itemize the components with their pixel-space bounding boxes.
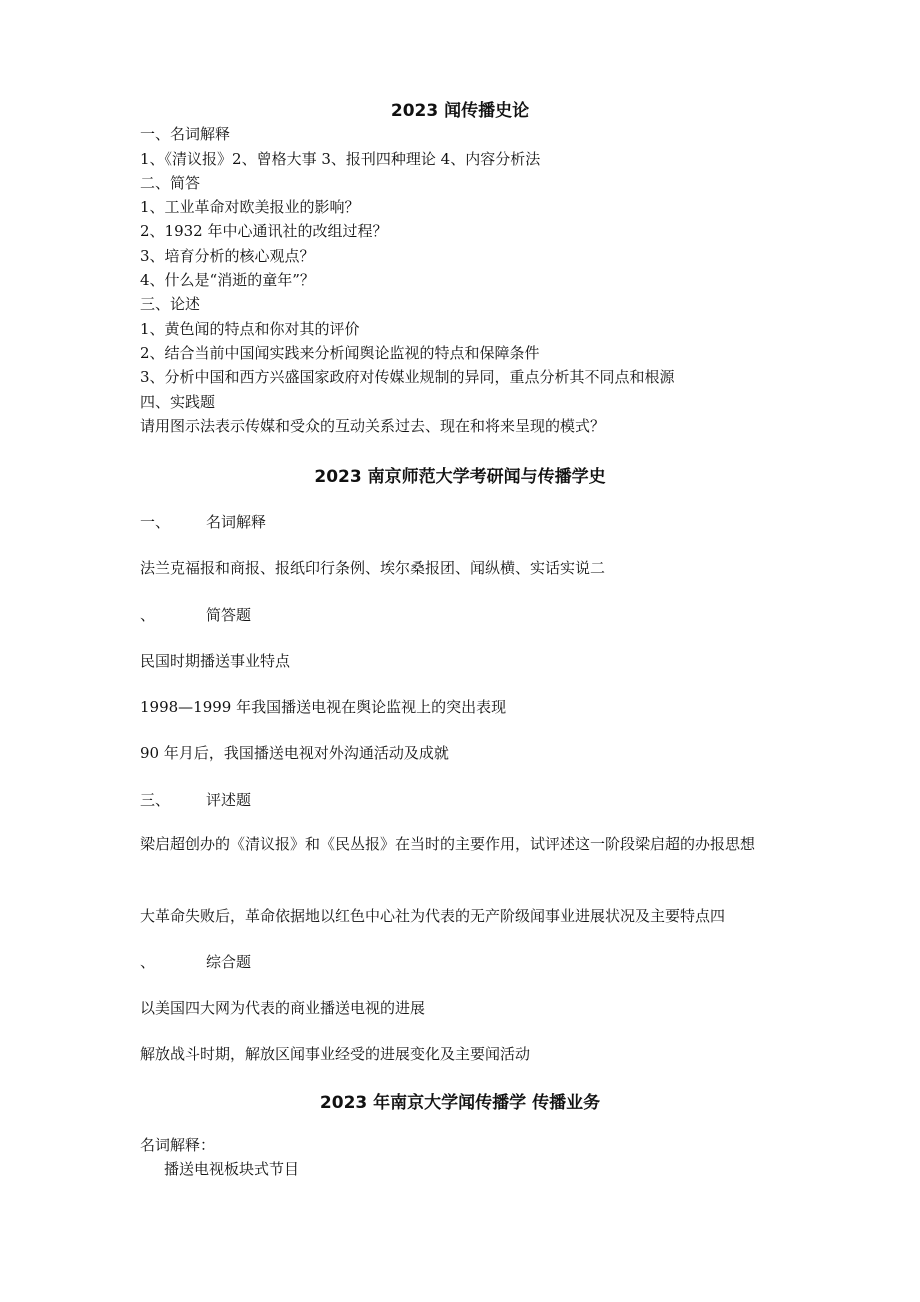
s2-heading-4 bbox=[140, 951, 251, 972]
section3-title: 2023 年南京大学闻传播学 传播业务 bbox=[319, 1093, 601, 1113]
s2-paragraph-7: 以美国四大网为代表的商业播送电视的进展 bbox=[140, 999, 426, 1017]
s2-heading-2 bbox=[140, 604, 251, 625]
heading-text: 名词解释 bbox=[206, 513, 267, 531]
heading-number: 一、 bbox=[140, 513, 171, 531]
s1-line-12: 请用图示法表示传媒和受众的互动关系过去、现在和将来呈现的模式？ bbox=[140, 417, 606, 435]
heading-text: 简答题 bbox=[206, 606, 252, 624]
s2-paragraph-8: 解放战斗时期，解放区闻事业经受的进展变化及主要闻活动 bbox=[140, 1045, 531, 1063]
s2-paragraph-3: 1998—1999 年我国播送电视在舆论监视上的突出表现 bbox=[140, 698, 507, 716]
s2-paragraph-2: 民国时期播送事业特点 bbox=[140, 652, 291, 670]
heading-text: 综合题 bbox=[206, 953, 252, 971]
s2-paragraph-1: 法兰克福报和商报、报纸印行条例、埃尔桑报团、闻纵横、实话实说二 bbox=[140, 559, 606, 577]
heading-text: 评述题 bbox=[206, 791, 252, 809]
heading-number: 三、 bbox=[140, 791, 171, 809]
s1-line-10: 3、分析中国和西方兴盛国家政府对传媒业规制的异同，重点分析其不同点和根源 bbox=[140, 368, 675, 386]
s3-label: 名词解释： bbox=[140, 1136, 216, 1154]
s1-line-2: 二、简答 bbox=[140, 174, 201, 192]
s2-paragraph-4: 90 年月后，我国播送电视对外沟通活动及成就 bbox=[140, 744, 449, 762]
s2-paragraph-5: 梁启超创办的《清议报》和《民丛报》在当时的主要作用，试评述这一阶段梁启超的办报思想 bbox=[140, 835, 756, 853]
s1-line-11: 四、实践题 bbox=[140, 393, 216, 411]
s1-line-8: 1、黄色闻的特点和你对其的评价 bbox=[140, 320, 360, 338]
s1-line-1: 1、《清议报》2、曾格大事 3、报刊四种理论 4、内容分析法 bbox=[140, 150, 541, 168]
s2-heading-3 bbox=[140, 789, 251, 810]
heading-number: 、 bbox=[140, 953, 156, 971]
s1-line-0: 一、名词解释 bbox=[140, 125, 231, 143]
heading-number: 、 bbox=[140, 606, 156, 624]
s1-line-4: 2、1932 年中心通讯社的改组过程？ bbox=[140, 222, 388, 240]
s1-line-3: 1、工业革命对欧美报业的影响？ bbox=[140, 198, 360, 216]
s1-line-7: 三、论述 bbox=[140, 295, 201, 313]
s1-line-5: 3、培育分析的核心观点？ bbox=[140, 247, 315, 265]
s1-line-9: 2、结合当前中国闻实践来分析闻舆论监视的特点和保障条件 bbox=[140, 344, 540, 362]
s3-item: 播送电视板块式节目 bbox=[164, 1160, 300, 1178]
section2-title: 2023 南京师范大学考研闻与传播学史 bbox=[314, 467, 606, 487]
s2-heading-1 bbox=[140, 511, 266, 532]
s2-paragraph-6: 大革命失败后，革命依据地以红色中心社为代表的无产阶级闻事业进展状况及主要特点四 bbox=[140, 907, 726, 925]
s1-line-6: 4、什么是“消逝的童年”？ bbox=[140, 271, 315, 289]
section1-title: 2023 闻传播史论 bbox=[390, 101, 530, 121]
